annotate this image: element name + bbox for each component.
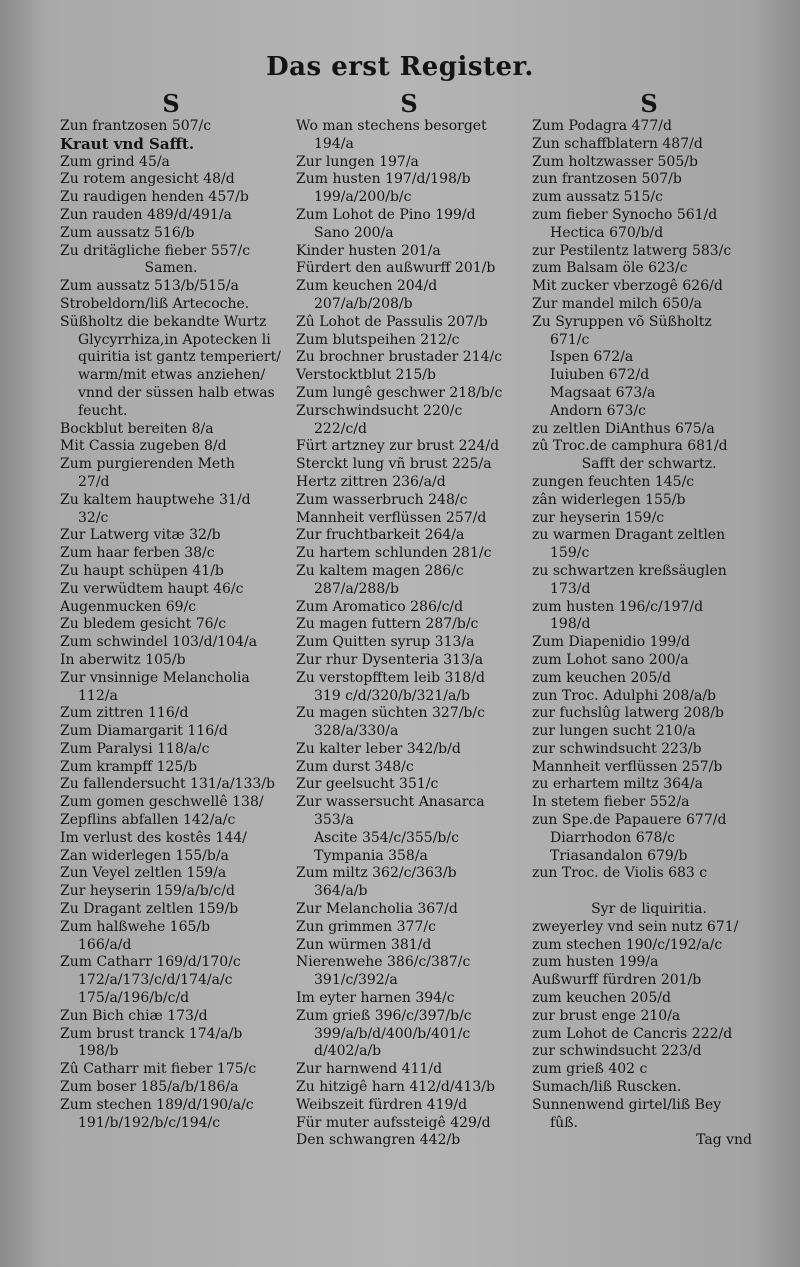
register-entry — [532, 883, 766, 901]
register-entry: Zum Lohot de Pino 199/d — [296, 206, 476, 223]
register-entry: zum Balsam öle 623/c — [532, 260, 688, 277]
register-entry: Zur heyserin 159/a/b/c/d — [60, 883, 235, 900]
register-column-1 — [60, 90, 282, 1132]
register-entry: Zum Aromatico 286/c/d — [296, 598, 464, 615]
register-entry: quiritia ist gantz temperiert/ — [78, 349, 281, 366]
register-entry: Zum halßwehe 165/b — [60, 918, 211, 935]
register-entry: 199/a/200/b/c — [314, 189, 412, 206]
register-entry: Zu bledem gesicht 76/c — [60, 616, 227, 633]
register-entry: zu erhartem miltz 364/a — [532, 776, 703, 793]
register-entry: Sano 200/a — [314, 224, 394, 241]
register-entry: Nierenwehe 386/c/387/c — [296, 954, 471, 971]
register-entry: zum grieß 402 c — [532, 1061, 648, 1078]
register-entry: zu zeltlen DiAnthus 675/a — [532, 420, 715, 437]
register-entry: 27/d — [78, 473, 110, 490]
register-entry: 191/b/192/b/c/194/c — [78, 1114, 221, 1131]
register-entry: vnnd der süssen halb etwas — [78, 384, 275, 401]
register-entry: 198/d — [550, 616, 591, 633]
register-entry: fûß. — [550, 1114, 578, 1131]
register-entry: Mit zucker vberzogê 626/d — [532, 278, 723, 295]
register-entry: Glycyrrhiza,in Apotecken li — [78, 331, 271, 348]
register-entry: Zur vnsinnige Melancholia — [60, 669, 250, 686]
register-entry: Zun rauden 489/d/491/a — [60, 206, 232, 223]
register-entry: 173/d — [550, 580, 591, 597]
register-entry: Weibszeit fürdren 419/d — [296, 1096, 468, 1113]
register-entry: Zum wasserbruch 248/c — [296, 491, 468, 508]
register-entry: Zu brochner brustader 214/c — [296, 349, 503, 366]
register-entry: 353/a — [314, 812, 354, 829]
register-entry: Für muter aufssteigê 429/d — [296, 1114, 491, 1131]
register-entry: 198/b — [78, 1043, 119, 1060]
register-entry: zur Pestilentz latwerg 583/c — [532, 242, 732, 259]
register-entry: feucht. — [78, 402, 128, 419]
register-entry: Zu magen futtern 287/b/c — [296, 616, 479, 633]
register-entry: Mannheit verflüssen 257/d — [296, 509, 487, 526]
register-entry: Zum aussatz 513/b/515/a — [60, 278, 239, 295]
column-letter: S — [162, 89, 180, 118]
page-title: Das erst Register. — [266, 52, 534, 82]
register-entry: Augenmucken 69/c — [60, 598, 197, 615]
register-entry: Zur wassersucht Anasarca — [296, 794, 485, 811]
register-entry: Zu rotem angesicht 48/d — [60, 171, 235, 188]
register-entry: Andorn 673/c — [550, 402, 646, 419]
register-entry: Sunnenwend girtel/liß Bey — [532, 1096, 722, 1113]
register-entry: Zum brust tranck 174/a/b — [60, 1025, 243, 1042]
register-entry: zun frantzosen 507/b — [532, 171, 682, 188]
register-entry: Zum krampff 125/b — [60, 758, 198, 775]
register-entry: 287/a/288/b — [314, 580, 399, 597]
register-entry: Zum holtzwasser 505/b — [532, 153, 698, 170]
register-entry: Zepflins abfallen 142/a/c — [60, 812, 236, 829]
register-entry: Zur harnwend 411/d — [296, 1061, 443, 1078]
register-entry: Zum husten 197/d/198/b — [296, 171, 471, 188]
register-entry: Sterckt lung vñ brust 225/a — [296, 456, 492, 473]
register-entry: In aberwitz 105/b — [60, 651, 186, 668]
register-entry: Zu verwüdtem haupt 46/c — [60, 580, 244, 597]
register-entry: 222/c/d — [314, 420, 367, 437]
register-subheading: Syr de liquiritia. — [591, 901, 707, 918]
register-entry: zur lungen sucht 210/a — [532, 723, 696, 740]
register-entry: zum Lohot sano 200/a — [532, 651, 689, 668]
register-column-3 — [532, 90, 766, 1150]
register-entry: Zur rhur Dysenteria 313/a — [296, 651, 484, 668]
register-entry: Zum grieß 396/c/397/b/c — [296, 1007, 472, 1024]
register-entry: Zu magen süchten 327/b/c — [296, 705, 485, 722]
register-subheading: Samen. — [144, 260, 198, 277]
register-entry: Zu hitzigê harn 412/d/413/b — [296, 1079, 495, 1096]
register-entry: Mit Cassia zugeben 8/d — [60, 438, 227, 455]
register-entry: zum fieber Synocho 561/d — [532, 206, 718, 223]
register-entry: Zum boser 185/a/b/186/a — [60, 1079, 239, 1096]
register-entry: Zu dritägliche fieber 557/c — [60, 242, 251, 259]
register-entry: Zum stechen 189/d/190/a/c — [60, 1096, 254, 1113]
register-entry: Zum Diapenidio 199/d — [532, 634, 690, 651]
register-entry: Zu verstopfftem leib 318/d — [296, 669, 485, 686]
register-entry: zun Troc. Adulphi 208/a/b — [532, 687, 716, 704]
register-entry: zun Spe.de Papauere 677/d — [532, 812, 727, 829]
register-subheading: Safft der schwartz. — [581, 456, 717, 473]
register-entry: Zu hartem schlunden 281/c — [296, 545, 492, 562]
register-entry: zum husten 196/c/197/d — [532, 598, 704, 615]
register-entry: 166/a/d — [78, 936, 132, 953]
register-entry: Zu Syruppen võ Süßholtz — [532, 313, 712, 330]
register-entry: Zun schaffblatern 487/d — [532, 135, 703, 152]
register-entry: zur fuchslûg latwerg 208/b — [532, 705, 724, 722]
register-entry: zu warmen Dragant zeltlen — [532, 527, 726, 544]
register-entry: 32/c — [78, 509, 109, 526]
register-entry: In stetem fieber 552/a — [532, 794, 690, 811]
register-entry: Zum gomen geschwellê 138/ — [60, 794, 264, 811]
register-entry: Zum haar ferben 38/c — [60, 545, 215, 562]
register-entry: 364/a/b — [314, 883, 368, 900]
register-entry: Zum blutspeihen 212/c — [296, 331, 460, 348]
register-entry: Strobeldorn/liß Artecoche. — [60, 295, 250, 312]
register-entry: Zun grimmen 377/c — [296, 918, 436, 935]
register-entry: Ascite 354/c/355/b/c — [314, 829, 459, 846]
register-entry: 207/a/b/208/b — [314, 295, 413, 312]
register-entry: Außwurff fürdren 201/b — [532, 972, 702, 989]
register-entry: Zu kalter leber 342/b/d — [296, 740, 461, 757]
register-entry: Zum Quitten syrup 313/a — [296, 634, 475, 651]
register-entry: Tympania 358/a — [314, 847, 428, 864]
register-entry: Zun Veyel zeltlen 159/a — [60, 865, 227, 882]
register-entry: Zum miltz 362/c/363/b — [296, 865, 457, 882]
register-entry: zu schwartzen kreßsäuglen — [532, 562, 727, 579]
register-entry: Tag vnd — [696, 1132, 752, 1149]
column-letter: S — [400, 89, 418, 118]
register-entry: Zum Podagra 477/d — [532, 118, 672, 134]
register-entry: Magsaat 673/a — [550, 384, 656, 401]
register-entry: Zû Lohot de Passulis 207/b — [296, 313, 488, 330]
register-entry: zû Troc.de camphura 681/d — [532, 438, 728, 455]
register-entry: Zu Dragant zeltlen 159/b — [60, 901, 239, 918]
register-entry: Zum grind 45/a — [60, 153, 170, 170]
register-entry: Bockblut bereiten 8/a — [60, 420, 214, 437]
register-entry: zun Troc. de Violis 683 c — [532, 865, 708, 882]
register-entry: Zur lungen 197/a — [296, 153, 419, 170]
register-entry: Im eyter harnen 394/c — [296, 990, 455, 1007]
register-entry: Zun frantzosen 507/c — [60, 118, 212, 134]
register-entry: Süßholtz die bekandte Wurtz — [60, 313, 267, 330]
register-entry: zân widerlegen 155/b — [532, 491, 686, 508]
register-entry: Zu kaltem magen 286/c — [296, 562, 464, 579]
register-entry: Wo man stechens besorget — [296, 118, 487, 134]
register-entry: warm/mit etwas anziehen/ — [78, 367, 266, 384]
register-entry: Mannheit verflüssen 257/b — [532, 758, 723, 775]
register-entry: zum keuchen 205/d — [532, 669, 671, 686]
register-entry: 194/a — [314, 135, 354, 152]
register-entry: Zu kaltem hauptwehe 31/d — [60, 491, 251, 508]
register-entry: zum Lohot de Cancris 222/d — [532, 1025, 733, 1042]
register-entry: Triasandalon 679/b — [550, 847, 688, 864]
register-entry: Zum lungê geschwer 218/b/c — [296, 384, 503, 401]
register-entry: zum aussatz 515/c — [532, 189, 663, 206]
register-entry: Zur mandel milch 650/a — [532, 295, 703, 312]
register-entry: Zun würmen 381/d — [296, 936, 432, 953]
register-entry: Zum schwindel 103/d/104/a — [60, 634, 258, 651]
register-entry: zur schwindsucht 223/d — [532, 1043, 702, 1060]
register-entry: 328/a/330/a — [314, 723, 399, 740]
register-entry: Zum Diamargarit 116/d — [60, 723, 228, 740]
register-entry: Zun Bich chiæ 173/d — [60, 1007, 208, 1024]
register-entry: 112/a — [78, 687, 118, 704]
register-entry: Zur Melancholia 367/d — [296, 901, 458, 918]
register-entry: Zur Latwerg vitæ 32/b — [60, 527, 221, 544]
register-entry: 172/a/173/c/d/174/a/c — [78, 972, 233, 989]
register-entry: Fürt artzney zur brust 224/d — [296, 438, 500, 455]
register-entry: Kinder husten 201/a — [296, 242, 441, 259]
register-entry: Fürdert den außwurff 201/b — [296, 260, 496, 277]
register-entry: Iuiuben 672/d — [550, 367, 650, 384]
register-entry: Hectica 670/b/d — [550, 224, 664, 241]
register-entry: 175/a/196/b/c/d — [78, 990, 190, 1007]
register-entry: Den schwangren 442/b — [296, 1132, 461, 1149]
register-entry: d/402/a/b — [314, 1043, 382, 1060]
register-entry: Ispen 672/a — [550, 349, 634, 366]
register-entry: zum stechen 190/c/192/a/c — [532, 936, 723, 953]
register-entry: Zum keuchen 204/d — [296, 278, 438, 295]
register-entry: Zur geelsucht 351/c — [296, 776, 439, 793]
register-entry: Sumach/liß Ruscken. — [532, 1079, 682, 1096]
register-entry: zum keuchen 205/d — [532, 990, 671, 1007]
register-entry: 159/c — [550, 545, 590, 562]
register-entry: Zu haupt schüpen 41/b — [60, 562, 224, 579]
register-entry: 671/c — [550, 331, 590, 348]
register-entry: zur brust enge 210/a — [532, 1007, 681, 1024]
register-entry: Diarrhodon 678/c — [550, 829, 676, 846]
column-letter: S — [640, 89, 658, 118]
register-entry: Zurschwindsucht 220/c — [296, 402, 463, 419]
register-entry: Zum aussatz 516/b — [60, 224, 195, 241]
register-entry: Zum Paralysi 118/a/c — [60, 740, 210, 757]
register-entry: 399/a/b/d/400/b/401/c — [314, 1025, 471, 1042]
register-entry: Im verlust des kostês 144/ — [60, 829, 247, 846]
register-entry: Verstocktblut 215/b — [296, 367, 436, 384]
register-entry: Zum Catharr 169/d/170/c — [60, 954, 241, 971]
register-entry: Zan widerlegen 155/b/a — [60, 847, 229, 864]
register-entry: Zum purgierenden Meth — [60, 456, 235, 473]
register-entry: zum husten 199/a — [532, 954, 659, 971]
register-entry: zweyerley vnd sein nutz 671/ — [532, 918, 739, 935]
register-entry: Zu fallendersucht 131/a/133/b — [60, 776, 275, 793]
register-entry: zur schwindsucht 223/b — [532, 740, 702, 757]
register-entry: Zur fruchtbarkeit 264/a — [296, 527, 465, 544]
register-entry: 319 c/d/320/b/321/a/b — [314, 687, 470, 704]
register-entry: zungen feuchten 145/c — [532, 473, 695, 490]
register-entry: 391/c/392/a — [314, 972, 398, 989]
register-column-2 — [296, 90, 522, 1150]
register-entry: Zum zittren 116/d — [60, 705, 189, 722]
register-subheading: Kraut vnd Safft. — [60, 135, 195, 153]
register-entry: Zû Catharr mit fieber 175/c — [60, 1061, 257, 1078]
register-entry: Zu raudigen henden 457/b — [60, 189, 249, 206]
register-entry: Zum durst 348/c — [296, 758, 414, 775]
register-entry: Hertz zittren 236/a/d — [296, 473, 446, 490]
register-entry: zur heyserin 159/c — [532, 509, 665, 526]
